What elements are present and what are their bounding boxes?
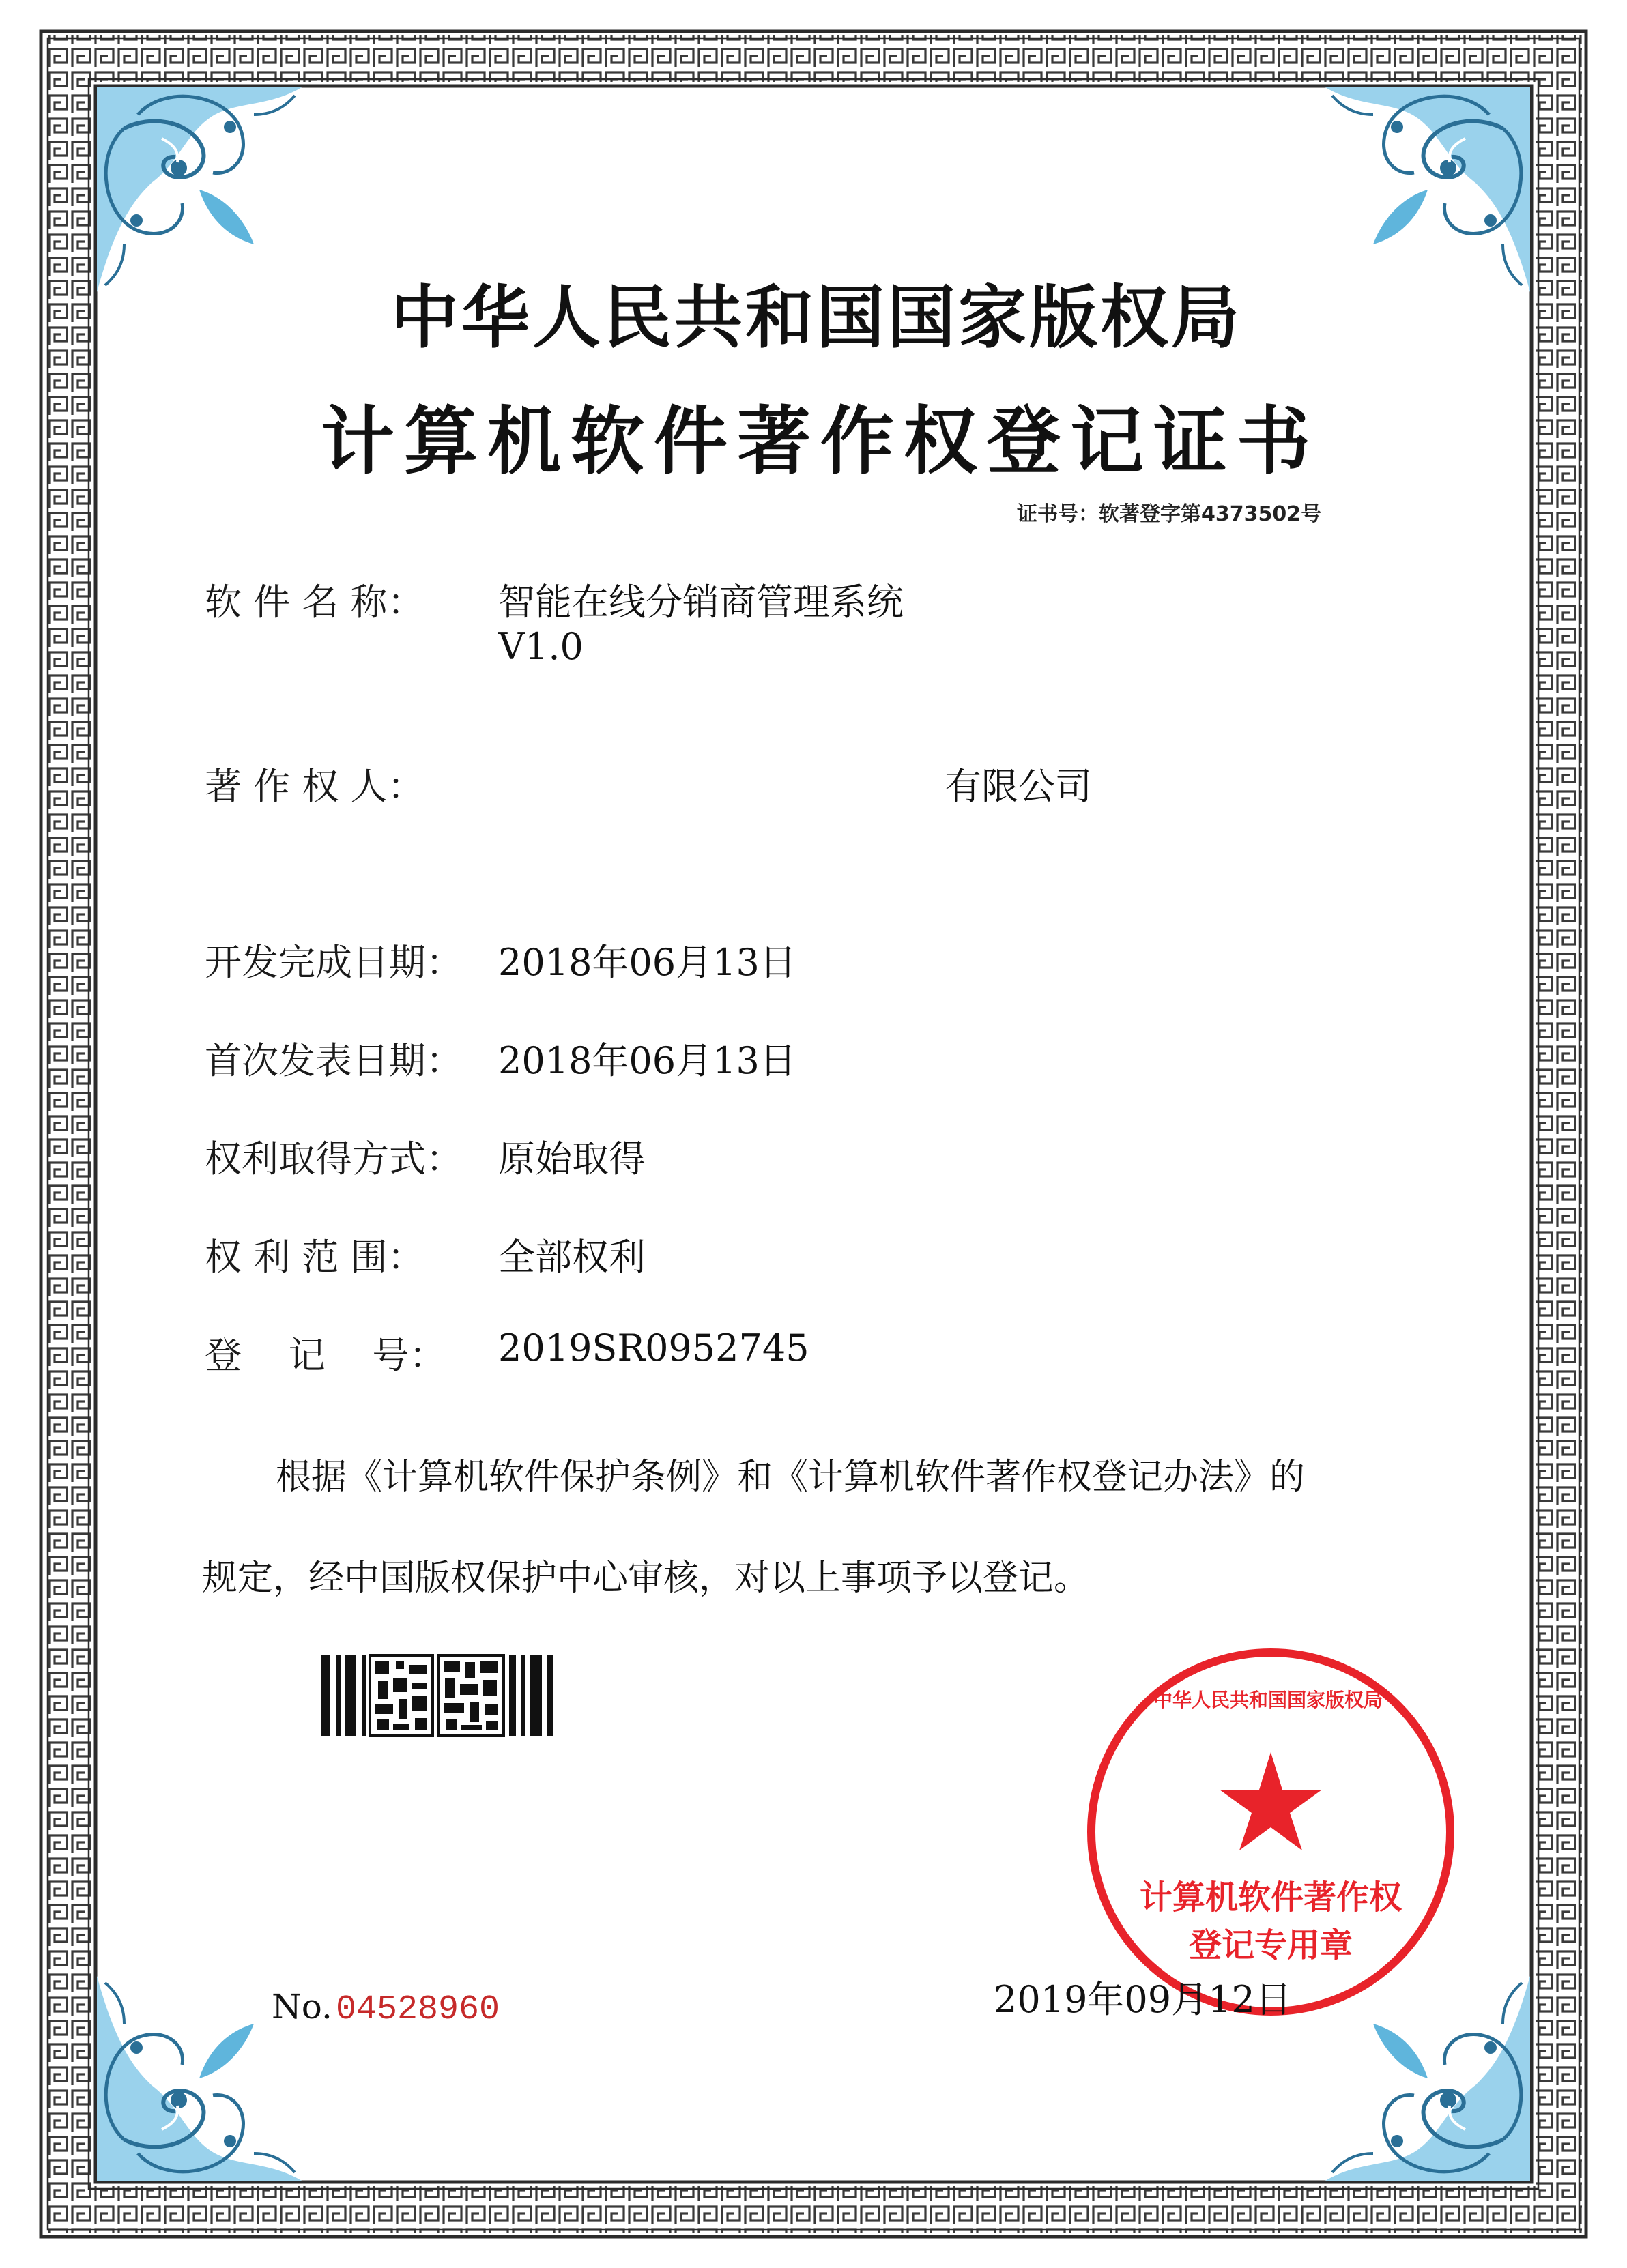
- field-value-rights-scope: 全部权利: [498, 1236, 646, 1279]
- field-label-registration-number: 登 记 号：: [205, 1334, 446, 1377]
- serial-number: [272, 1987, 500, 2029]
- field-label-acquisition-method: 权利取得方式：: [205, 1137, 463, 1180]
- statement-line-1: 根据《计算机软件保护条例》和《计算机软件著作权登记办法》的: [276, 1457, 1306, 1498]
- field-value-software-name: 智能在线分销商管理系统: [498, 581, 904, 624]
- field-value-copyright-owner: 有限公司: [945, 765, 1092, 808]
- issue-date: 2019年09月12日: [994, 1978, 1292, 2021]
- seal-outer-text: 中华人民共和国国家版权局: [1153, 1689, 1383, 1711]
- field-label-rights-scope: 权 利 范 围：: [205, 1236, 424, 1279]
- field-value-publish-date: 2018年06月13日: [498, 1039, 796, 1082]
- seal-inner-line-2: 登记专用章: [1188, 1926, 1353, 1964]
- field-label-copyright-owner: 著 作 权 人：: [205, 765, 424, 808]
- certificate-number-label: 证书号：: [1017, 502, 1099, 526]
- field-value-dev-date: 2018年06月13日: [498, 941, 796, 984]
- serial-prefix: No.: [272, 1987, 332, 2026]
- field-value-software-version: V1.0: [498, 625, 584, 668]
- field-value-registration-number: 2019SR0952745: [498, 1326, 809, 1369]
- certificate-title: 计算机软件著作权登记证书: [321, 399, 1321, 484]
- serial-value: 04528960: [335, 1990, 500, 2029]
- field-label-publish-date: 首次发表日期：: [205, 1039, 463, 1082]
- seal-inner-line-1: 计算机软件著作权: [1139, 1878, 1402, 1917]
- field-label-software-name: 软 件 名 称：: [205, 581, 424, 624]
- field-value-acquisition-method: 原始取得: [498, 1137, 646, 1180]
- statement-line-2: 规定，经中国版权保护中心审核，对以上事项予以登记。: [202, 1558, 1090, 1599]
- certificate-number: [1017, 497, 1321, 527]
- certificate-number-value: 软著登字第4373502号: [1099, 502, 1322, 526]
- issuer-heading: 中华人民共和国国家版权局: [390, 278, 1242, 358]
- field-label-dev-date: 开发完成日期：: [205, 941, 463, 984]
